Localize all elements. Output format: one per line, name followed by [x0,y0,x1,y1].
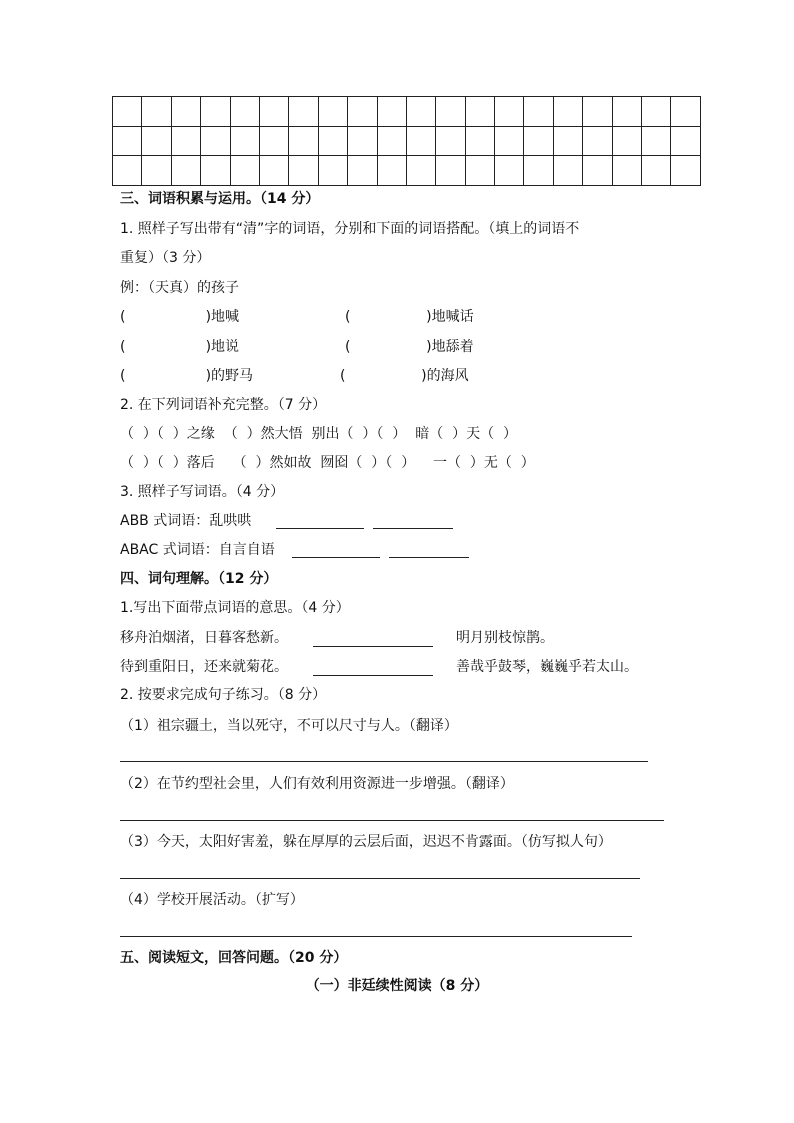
sentence-item-2: （2）在节约型社会里，人们有效利用资源进一步增强。（翻译） [120,776,514,792]
section5-subheading: （一）非廷续性阅读（8 分） [305,978,489,994]
grid-cell[interactable] [495,156,524,186]
answer-line-4[interactable] [120,936,632,937]
q2-title: 2. 在下列词语补充完整。（7 分） [120,397,327,413]
grid-cell[interactable] [348,97,377,127]
grid-cell[interactable] [612,156,641,186]
grid-cell[interactable] [436,97,465,127]
grid-row [113,156,701,186]
grid-cell[interactable] [230,126,259,156]
grid-cell[interactable] [113,97,142,127]
poem-line-3: 待到重阳日，还来就菊花。 [120,659,288,675]
poem-line-2: 明月别枝惊鹊。 [456,630,554,646]
answer-line-2[interactable] [120,820,664,821]
grid-cell[interactable] [495,97,524,127]
grid-cell[interactable] [642,156,671,186]
grid-cell[interactable] [436,126,465,156]
grid-cell[interactable] [259,97,288,127]
section3-heading: 三、词语积累与运用。（14 分） [120,191,320,207]
grid-cell[interactable] [553,156,582,186]
grid-cell[interactable] [289,97,318,127]
grid-cell[interactable] [259,126,288,156]
poem1-blank[interactable] [313,646,433,647]
q1-line1: 1. 照样子写出带有“清”字的词语，分别和下面的词语搭配。（填上的词语不 [120,221,580,237]
grid-cell[interactable] [495,126,524,156]
pair-left-2: ( )地说 [120,339,240,355]
grid-cell[interactable] [289,156,318,186]
poem3-blank[interactable] [313,675,433,676]
grid-cell[interactable] [377,97,406,127]
grid-cell[interactable] [201,126,230,156]
q1-line2: 重复）（3 分） [120,250,211,266]
poem-line-1: 移舟泊烟渚，日暮客愁新。 [120,630,288,646]
grid-cell[interactable] [377,156,406,186]
grid-cell[interactable] [436,156,465,186]
grid-cell[interactable] [348,126,377,156]
grid-cell[interactable] [201,97,230,127]
grid-cell[interactable] [642,97,671,127]
grid-cell[interactable] [142,97,171,127]
grid-cell[interactable] [171,156,200,186]
grid-cell[interactable] [406,97,435,127]
abb-blank-2[interactable] [373,528,453,529]
grid-cell[interactable] [406,126,435,156]
writing-grid [112,96,701,186]
abb-label: ABB 式词语：乱哄哄 [120,513,252,529]
grid-cell[interactable] [524,156,553,186]
grid-cell[interactable] [583,156,612,186]
pair-left-3: ( )的野马 [120,368,254,384]
answer-line-1[interactable] [120,761,648,762]
grid-cell[interactable] [612,126,641,156]
grid-cell[interactable] [612,97,641,127]
grid-cell[interactable] [671,97,700,127]
grid-cell[interactable] [318,126,347,156]
grid-cell[interactable] [642,126,671,156]
abac-blank-1[interactable] [292,557,380,558]
grid-cell[interactable] [465,97,494,127]
grid-cell[interactable] [171,126,200,156]
pair-left-1: ( )地喊 [120,309,240,325]
grid-cell[interactable] [553,126,582,156]
abb-blank-1[interactable] [276,528,364,529]
grid-row [113,97,701,127]
grid-cell[interactable] [230,156,259,186]
grid-cell[interactable] [230,97,259,127]
grid-cell[interactable] [583,97,612,127]
grid-cell[interactable] [524,126,553,156]
grid-cell[interactable] [348,156,377,186]
abac-blank-2[interactable] [389,557,469,558]
grid-cell[interactable] [318,97,347,127]
section4-heading: 四、词句理解。（12 分） [120,571,278,587]
abac-label: ABAC 式词语：自言自语 [120,542,275,558]
grid-cell[interactable] [142,126,171,156]
section5-heading: 五、阅读短文，回答问题。（20 分） [120,950,348,966]
grid-cell[interactable] [377,126,406,156]
sentence-item-3: （3）今天，太阳好害羞，躲在厚厚的云层后面，迟迟不肯露面。（仿写拟人句） [120,834,612,850]
grid-cell[interactable] [406,156,435,186]
grid-cell[interactable] [142,156,171,186]
s4-q2-title: 2. 按要求完成句子练习。（8 分） [120,687,327,703]
grid-cell[interactable] [259,156,288,186]
sentence-item-4: （4）学校开展活动。（扩写） [120,892,304,908]
grid-cell[interactable] [289,126,318,156]
grid-cell[interactable] [583,126,612,156]
example: 例：（天真）的孩子 [120,280,239,296]
grid-cell[interactable] [465,156,494,186]
pair-right-1: ( )地喊话 [345,309,474,325]
q3-title: 3. 照样子写词语。（4 分） [120,484,285,500]
grid-cell[interactable] [171,97,200,127]
pair-right-3: ( )的海风 [340,368,469,384]
grid-cell[interactable] [671,126,700,156]
grid-cell[interactable] [465,126,494,156]
grid-cell[interactable] [671,156,700,186]
grid-row [113,126,701,156]
q2-row1: （ ）（ ）之缘 （ ）然大悟 别出（ ）（ ） 暗（ ）天（ ） [120,426,518,442]
grid-cell[interactable] [201,156,230,186]
poem-line-4: 善哉乎鼓琴，巍巍乎若太山。 [456,659,638,675]
pair-right-2: ( )地舔着 [345,339,474,355]
sentence-item-1: （1）祖宗疆土，当以死守，不可以尺寸与人。（翻译） [120,718,458,734]
grid-cell[interactable] [113,126,142,156]
grid-cell[interactable] [524,97,553,127]
grid-cell[interactable] [113,156,142,186]
q2-row2: （ ）（ ）落后 （ ）然如故 囫囵（ ）（ ） 一（ ）无（ ） [120,455,535,471]
answer-line-3[interactable] [120,878,640,879]
s4-q1-title: 1.写出下面带点词语的意思。（4 分） [120,600,350,616]
grid-cell[interactable] [553,97,582,127]
grid-cell[interactable] [318,156,347,186]
